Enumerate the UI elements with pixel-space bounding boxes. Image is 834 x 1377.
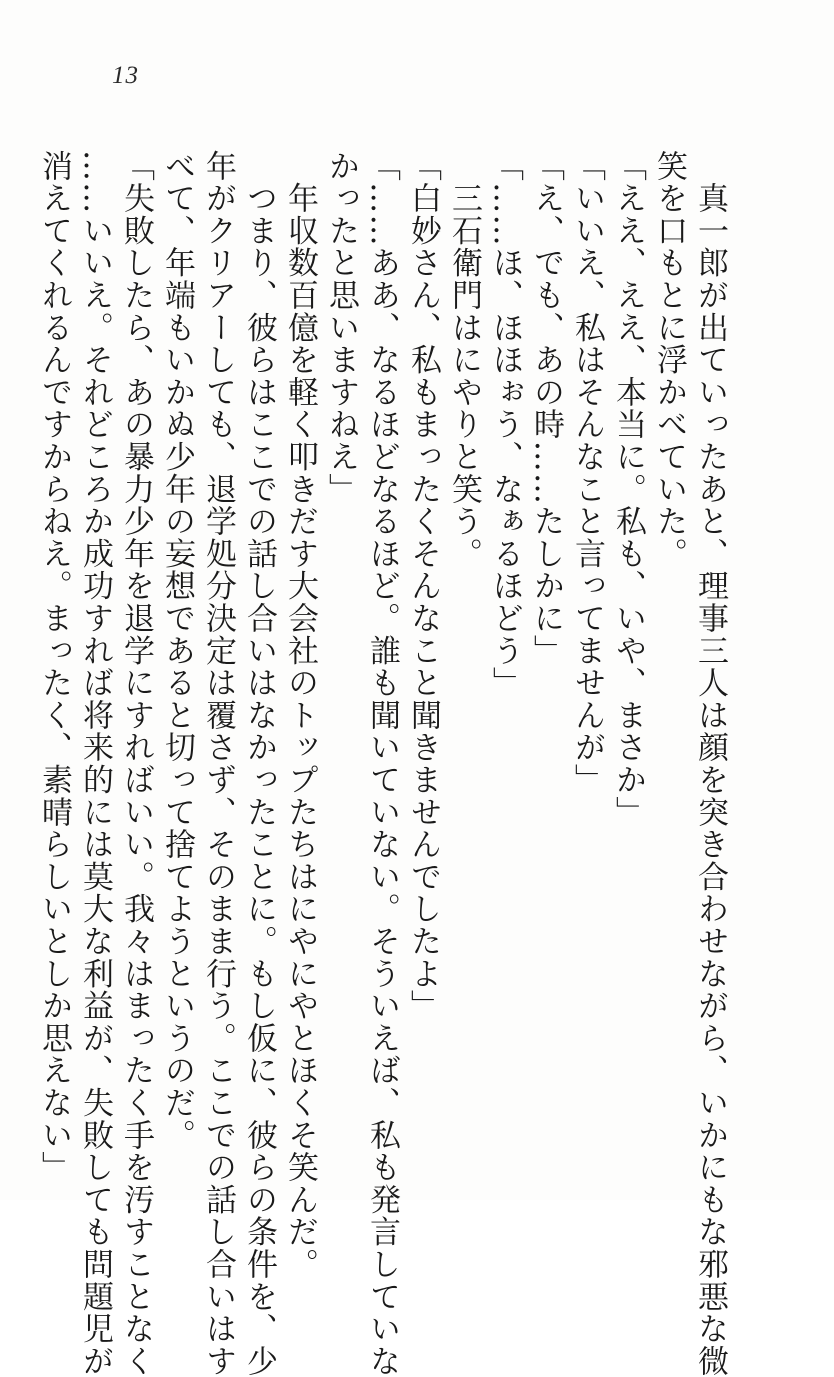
text-column: ……いいえ。それどころか成功すれば将来的には莫大な利益が、失敗しても問題児が <box>77 150 113 1377</box>
text-column: 消えてくれるんですからねえ。まったく、素晴らしいとしか思えない」 <box>36 150 72 1184</box>
text-column: べて、年端もいかぬ少年の妄想であると切って捨てようというのだ。 <box>159 150 195 1152</box>
text-column: 真一郎が出ていったあと、理事三人は顔を突き合わせながら、いかにもな邪悪な微 <box>692 150 728 1377</box>
text-column: 「白妙さん、私もまったくそんなこと聞きませんでしたよ」 <box>405 150 441 1023</box>
text-column: つまり、彼らはここでの話し合いはなかったことに。もし仮に、彼らの条件を、少 <box>241 150 277 1377</box>
vertical-text-body <box>36 150 730 1377</box>
text-column: 年収数百億を軽く叩きだす大会社のトップたちはにやにやとほくそ笑んだ。 <box>282 150 318 1281</box>
text-column: 「え、でも、あの時……たしかに」 <box>528 150 564 667</box>
text-column: 「失敗したら、あの暴力少年を退学にすればいい。我々はまったく手を汚すことなく <box>118 150 154 1377</box>
text-column: かったと思いますねえ」 <box>323 150 359 506</box>
text-column: 三石衛門はにやりと笑う。 <box>446 150 482 570</box>
page-number: 13 <box>112 62 139 89</box>
text-column: 「……ああ、なるほどなるほど。誰も聞いていない。そういえば、私も発言していな <box>364 150 400 1377</box>
text-column: 「いいえ、私はそんなこと言ってませんが」 <box>569 150 605 796</box>
text-column: 笑を口もとに浮かべていた。 <box>651 150 687 570</box>
text-column: 「ええ、ええ、本当に。私も、いや、まさか」 <box>610 150 646 829</box>
text-column: 年がクリアーしても、退学処分決定は覆さず、そのまま行う。ここでの話し合いはす <box>200 150 236 1377</box>
text-column: 「……ほ、ほほぉう、なぁるほどう」 <box>487 150 523 700</box>
